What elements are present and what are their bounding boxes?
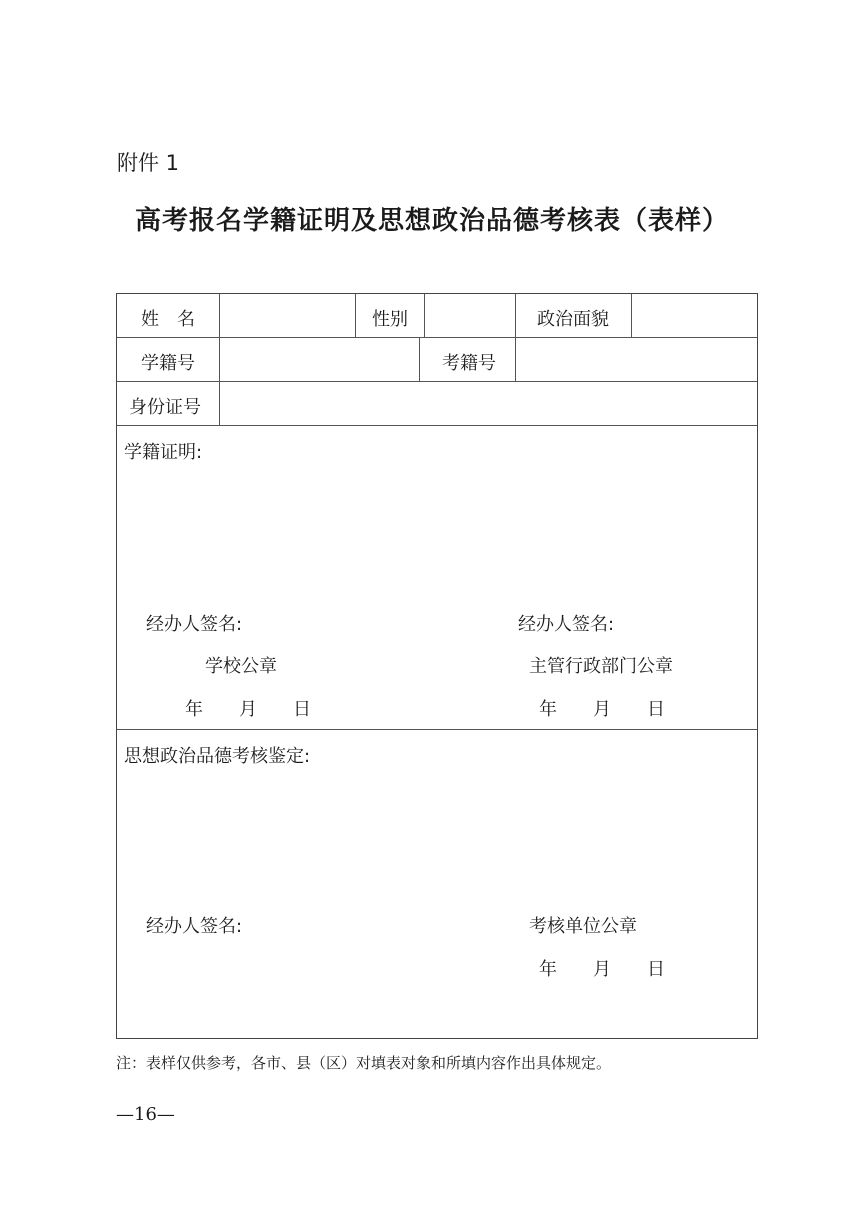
col-divider-name-value (355, 294, 356, 337)
gender-label: 性别 (372, 309, 408, 330)
moral-left-signer: 经办人签名: (146, 916, 243, 937)
col-divider-gender-label (424, 294, 425, 337)
row-divider-3 (117, 425, 757, 426)
col-divider-student-id-value (419, 337, 420, 381)
col-divider-label (219, 294, 220, 425)
moral-assessment-heading: 思想政治品德考核鉴定: (124, 746, 311, 767)
id-card-label: 身份证号 (129, 397, 201, 418)
row-divider-2 (117, 381, 757, 382)
enrollment-right-signer: 经办人签名: (518, 614, 615, 635)
section-divider (117, 729, 757, 730)
student-id-label: 学籍号 (141, 353, 195, 374)
enrollment-right-date: 年 月 日 (539, 699, 665, 720)
moral-right-date: 年 月 日 (539, 959, 665, 980)
page-number: —16— (116, 1104, 175, 1125)
enrollment-left-signer: 经办人签名: (146, 614, 243, 635)
document-title: 高考报名学籍证明及思想政治品德考核表（表样） (134, 206, 729, 236)
col-divider-political-label (631, 294, 632, 337)
enrollment-proof-heading: 学籍证明: (124, 442, 203, 463)
political-status-label: 政治面貌 (537, 309, 609, 330)
exam-id-label: 考籍号 (442, 353, 496, 374)
row-divider-1 (117, 337, 757, 338)
attachment-label: 附件 1 (117, 151, 180, 175)
assessment-form-table (116, 293, 758, 1039)
authority-seal: 主管行政部门公章 (529, 656, 673, 677)
enrollment-left-date: 年 月 日 (185, 699, 311, 720)
assessment-unit-seal: 考核单位公章 (529, 916, 637, 937)
name-label: 姓 名 (141, 309, 195, 330)
school-seal: 学校公章 (205, 656, 277, 677)
footnote: 注：表样仅供参考，各市、县（区）对填表对象和所填内容作出具体规定。 (116, 1054, 612, 1072)
col-divider-gender-value (515, 294, 516, 381)
